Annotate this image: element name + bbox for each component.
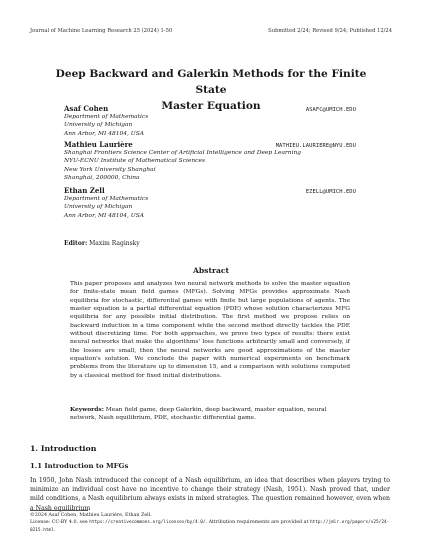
abstract-text: This paper proposes and analyzes two neural network methods to solve the master equation for finite-state mean field games (MFGs). Solving MFGs provides approximate Nash equilibria for stochastic, differential games with finite but large populations of agents. The master equation is a partial differential equation (PDE) whose solution characterizes MFG equilibria for any possible initial distribution. The first method we propose relies on backward induction in a time component while the second method directly tackles the PDE without discretizing time. For both approaches, we prove two types of results: there exist neural networks that make the algorithms' loss functions arbitrarily small and conversely, if the losses are small, then the neural networks are good approximations of the master equation's solution. We conclude the paper with numerical experiments on benchmark problems from the literature up to dimension 15, and a comparison with solutions computed by a classical method for fixed initial distributions. xyxy=(70,281,350,379)
title-line-1: Deep Backward and Galerkin Methods for the Finite State xyxy=(55,68,367,96)
attribution-link[interactable]: http://jmlr.org/papers/v25/24-0215.html xyxy=(30,520,390,533)
author-name: Asaf Cohen xyxy=(64,104,109,113)
affiliation-line: Shanghai, 200000, China xyxy=(64,175,140,182)
license-line xyxy=(30,519,390,534)
abstract-heading: Abstract xyxy=(192,266,230,275)
affiliation-line: NYU-ECNU Institute of Mathematical Sciences xyxy=(64,158,205,165)
keywords-text: Mean field game, deep Galerkin, deep backward, master equation, neural network, Nash equilibrium, PDE, stochastic differential game. xyxy=(70,407,327,422)
affiliation-line: Ann Arbor, MI 48104, USA xyxy=(64,212,144,219)
keywords-block xyxy=(70,406,350,423)
affiliation-line: Shanghai Frontiers Science Center of Artificial Intelligence and Deep Learning xyxy=(64,150,302,156)
license-prefix: License: CC-BY 4.0, see xyxy=(30,520,88,526)
license-end: . xyxy=(53,527,56,533)
author-block-zell xyxy=(64,186,356,220)
affiliation-line: University of Michigan xyxy=(64,204,133,211)
affiliation-line: New York University Shanghai xyxy=(64,166,156,173)
author-block-lauriere xyxy=(64,140,356,183)
author-email[interactable]: ASAFC@UMICH.EDU xyxy=(305,107,356,113)
footnote-rule xyxy=(30,510,88,511)
copyright-line: ©2024 Asaf Cohen, Mathieu Laurière, Ethan Zell. xyxy=(30,513,152,518)
license-footer xyxy=(30,512,390,534)
license-link[interactable]: https://creativecommons.org/licenses/by/4.0/ xyxy=(89,520,206,526)
affiliation-line: Ann Arbor, MI 48104, USA xyxy=(64,130,144,137)
author-block-cohen xyxy=(64,104,356,138)
keywords-label: Keywords: xyxy=(70,406,104,413)
affiliation-line: University of Michigan xyxy=(64,122,133,129)
license-mid: . Attribution requirements are provided at xyxy=(205,520,309,526)
affiliation-line: Department of Mathematics xyxy=(64,114,149,120)
editor-line xyxy=(64,240,140,247)
journal-citation: Journal of Machine Learning Research 25 (2024) 1-50 xyxy=(30,28,173,34)
author-name: Mathieu Laurière xyxy=(64,140,133,149)
section-heading: 1. Introduction xyxy=(30,444,97,453)
author-email[interactable]: MATHIEU.LAURIERE@NYU.EDU xyxy=(275,143,356,149)
intro-paragraph: In 1950, John Nash introduced the concept of a Nash equilibrium, an idea that describes when players trying to minimize an individual cost have no incentive to change their strategy (Nash, 1951). Nash proved that, under mild conditions, a Nash equilibrium always exists in mixed strategies. The question remained however, even when a Nash equilibrium xyxy=(30,477,390,512)
submission-dates: Submitted 2/24; Revised 9/24; Published 12/24 xyxy=(268,28,392,34)
editor-name: Maxim Raginsky xyxy=(89,240,140,247)
editor-label: Editor: xyxy=(64,240,88,247)
author-name: Ethan Zell xyxy=(64,186,105,195)
title-line-2: Master Equation xyxy=(161,100,261,112)
subsection-heading: 1.1 Introduction to MFGs xyxy=(30,462,129,470)
running-header xyxy=(30,28,392,34)
affiliation-line: Department of Mathematics xyxy=(64,196,149,202)
author-email[interactable]: EZELL@UMICH.EDU xyxy=(305,189,356,195)
